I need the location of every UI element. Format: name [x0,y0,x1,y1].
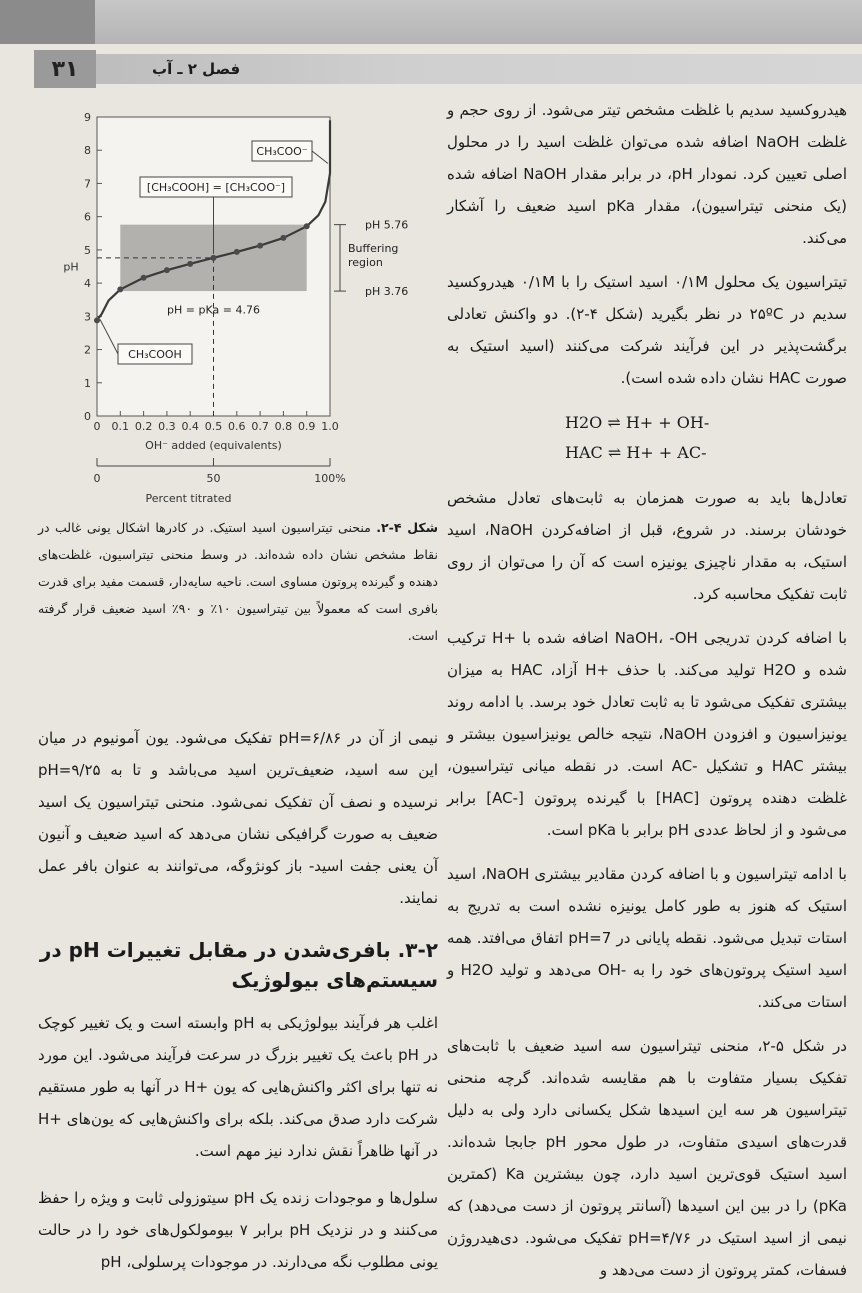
y-tick-label: 5 [84,243,91,257]
data-point [187,261,193,267]
buffer-region-label-1: Buffering [348,241,399,255]
data-point [234,249,240,255]
data-point [280,235,286,241]
annotation-ch3coo-label: CH₃COO⁻ [256,145,308,158]
y-tick-label: 8 [84,144,91,158]
buffer-region-label-2: region [348,255,383,269]
equation-acetic: HAC ⇌ H+ + AC- [565,443,707,462]
x-tick-label: 0.2 [134,420,153,433]
page-header [0,50,862,90]
y-axis-label: pH [63,260,79,274]
x-tick-label: 0 [93,420,101,433]
data-point [257,243,263,249]
x-tick-label: 0.3 [158,420,176,433]
percent-tick-label: 0 [93,472,101,485]
data-point [211,255,217,261]
paragraph: هیدروکسید سدیم با غلظت مشخص تیتر می‌شود. از روی حجم و غلظت NaOH اضافه شده می‌توان غلظت اسید را در محلول اصلی تعیین کرد. نمودار pH، در برابر مقدار NaOH اضافه شده (یک منحنی تیتراسیون)، مقدار pKa اسید ضعیف را آشکار می‌کند. [447,101,847,247]
data-point [117,286,123,292]
data-point [141,275,147,281]
y-tick-label: 3 [84,310,91,324]
x-tick-label: 0.5 [204,420,223,433]
y-tick-label: 0 [84,410,91,423]
figure-caption [38,514,438,649]
equations [565,408,847,468]
percent-tick-label: 50 [206,472,221,485]
section-body [38,992,438,1293]
paragraph: تعادل‌ها باید به صورت همزمان به ثابت‌های تعادل مشخص خودشان برسند. در شروع، قبل از اضافه‌کردن NaOH، اسید استیک، به مقدار ناچیزی یونیزه است که آن را می‌توان از روی ثابت تفکیک محاسبه کرد. [447,489,847,603]
top-band-dark [0,0,95,44]
data-point [304,223,310,229]
percent-axis-label: Percent titrated [145,492,232,505]
x-tick-label: 0.8 [274,420,293,433]
annotation-ch3cooh-label: CH₃COOH [128,348,182,361]
paragraph: با ادامه تیتراسیون و با اضافه کردن مقادیر بیشتری NaOH، اسید استیک که هنوز به طور کامل یونیزه نشده است به تدریج به استات تبدیل می‌شود. نقطه پایانی در pH=7 اتفاق می‌افتد. همه اسید استیک پروتون‌های خود را به -OH می‌دهد و تولید H2O و استات می‌کند. [447,865,848,1011]
titration-chart [40,100,440,510]
y-tick-label: 6 [84,210,91,224]
top-band [0,0,862,44]
left-column-text [38,722,438,914]
y-tick-label: 1 [84,376,91,390]
caption-text: منحنی تیتراسیون اسید استیک. در کادرها اشکال یونی غالب در نقاط مشخص نشان داده شده‌اند. در وسط منحنی تیتراسیون، غلظت‌های دهنده و گیرنده پروتون مساوی است. ناحیه سایه‌دار، قسمت مفید برای قدرت بافری است که معمولاً بین تیتراسیون ۱۰٪ و ۹۰٪ اسید ضعیف قرار گرفته است. [38,520,438,643]
chapter-title: فصل ۲ ـ آب [152,60,241,78]
x-tick-label: 0.6 [228,420,246,433]
y-tick-label: 4 [84,277,91,291]
x-tick-label: 0.9 [297,420,316,433]
x-axis-label: OH⁻ added (equivalents) [145,439,282,452]
x-tick-label: 0.1 [111,420,130,433]
right-column [447,94,847,1286]
x-tick-label: 0.4 [181,420,199,433]
pka-label: pH = pKa = 4.76 [167,303,260,317]
y-tick-label: 7 [84,177,91,191]
paragraph: سلول‌ها و موجودات زنده یک pH سیتوزولی ثابت و ویژه را حفظ می‌کنند و در نزدیک pH برابر ۷ بیومولکول‌های خود را در حالت یونی مطلوب نگه می‌دارند. در موجودات پرسلولی، pH [38,1189,439,1271]
data-point [94,317,100,323]
paragraph: در شکل ۵-۲، منحنی تیتراسیون سه اسید ضعیف با ثابت‌های تفکیک بسیار متفاوت با هم مقایسه شده‌اند. گرچه منحنی تیتراسیون هر سه این اسیدها شکل یکسانی دارد ولی به دلیل قدرت‌های اسیدی متفاوت، در طول محور pH جابجا شده‌اند. اسید استیک قوی‌ترین اسید دارد، چون بیشترین Ka (کمترین pKa) را در بین این اسیدها (آسانتر پروتون از دست می‌دهد) که نیمی از اسید استیک در pH=۴/۷۶ تفکیک می‌شود. دی‌هیدروژن فسفات، کمتر پروتون از دست می‌دهد و [447,1037,848,1279]
paragraph: نیمی از آن در pH=۶/۸۶ تفکیک می‌شود. یون آمونیوم در میان این سه اسید، ضعیف‌ترین اسید می‌باشد و تا به pH=۹/۲۵ نرسیده و نصف آن تفکیک نمی‌شود. منحنی تیتراسیون یک اسید ضعیف به صورت گرافیکی نشان می‌دهد که اسید ضعیف و آنیون آن یعنی جفت اسید- باز کونژوگه، می‌توانند به عنوان بافر عمل نمایند. [38,729,438,907]
page-number: ۳۱ [51,56,79,82]
ph-high-label: pH 5.76 [365,218,409,232]
percent-tick-label: 100% [314,472,346,485]
ph-low-label: pH 3.76 [365,285,409,299]
paragraph: اغلب هر فرآیند بیولوژیکی به pH وابسته است و یک تغییر کوچک در pH باعث یک تغییر بزرگ در سرعت فرآیند می‌شود. این مورد نه تنها برای اکثر واکنش‌هایی که یون +H در آنها به طور مستقیم شرکت دارد صدق می‌کند. بلکه برای واکنش‌هایی که یون‌های +H در آنها ظاهراً نقش ندارد نیز مهم است. [38,1014,438,1160]
data-point [164,267,170,273]
equation-water: H2O ⇌ H+ + OH- [565,413,710,432]
page-number-box [34,50,96,88]
paragraph: با اضافه کردن تدریجی NaOH، -OH اضافه شده با +H ترکیب شده و H2O تولید می‌کند. با حذف +H آزاد، HAC به میزان بیشتری تفکیک می‌شود تا به ثابت تعادل خود برسد. با ادامه روند یونیزاسیون و افزودن NaOH، نتیجه خالص یونیزاسیون بیشتر و بیشتر HAC و تشکیل -AC است. در نقطه میانی تیتراسیون، غلظت دهنده پروتون [HAC] با گیرنده پروتون [-AC] برابر می‌شود و از لحاظ عددی pH برابر با pKa است. [447,629,848,839]
caption-label: شکل ۴-۲. [376,520,438,535]
x-tick-label: 0.7 [251,420,269,433]
section-heading: ۳-۲. بافری‌شدن در مقابل تغییرات pH در سیستم‌های بیولوژیک [39,938,438,992]
y-tick-label: 2 [84,343,91,357]
annotation-equal-label: [CH₃COOH] = [CH₃COO⁻] [146,181,286,194]
paragraph: تیتراسیون یک محلول ۰/۱M اسید استیک را با ۰/۱M هیدروکسید سدیم در ۲۵ºC در نظر بگیرید (شکل ۴-۲). دو واکنش تعادلی برگشت‌پذیر در این فرآیند شرکت می‌کنند (اسید استیک به صورت HAC نشان داده شده است). [447,273,847,387]
y-tick-label: 9 [84,111,91,124]
x-tick-label: 1.0 [321,420,339,433]
